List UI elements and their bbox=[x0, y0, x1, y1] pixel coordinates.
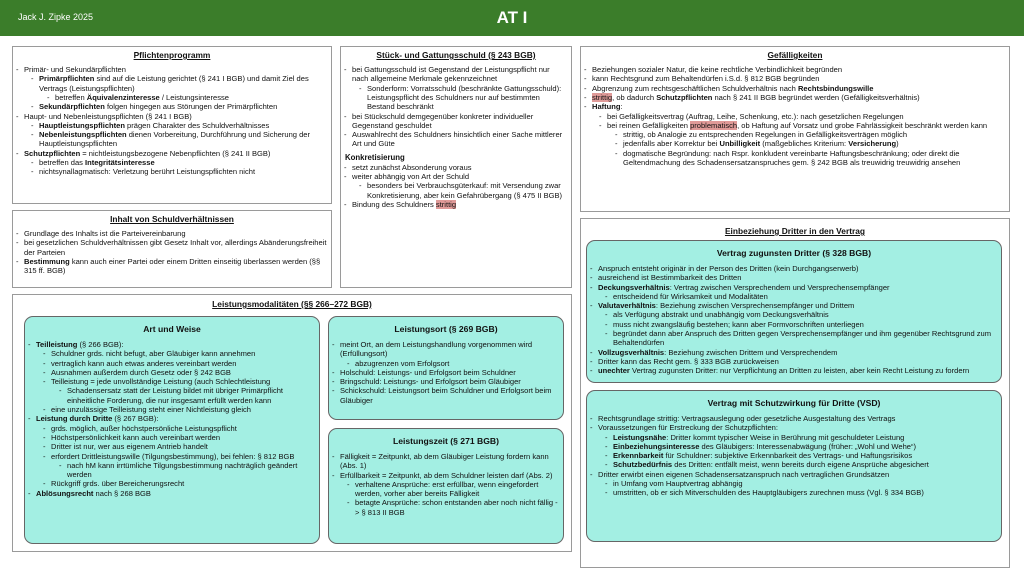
text-segment: bei Gattungsschuld ist Gegenstand der Leistungspflicht nur nach allgemeine Merkmale gekennzeichnet bbox=[352, 65, 550, 84]
bold-text: unechter bbox=[598, 366, 630, 376]
header-bar bbox=[0, 0, 1024, 36]
bold-text: Einbeziehungsinteresse bbox=[613, 441, 700, 451]
text-segment: begründet dann aber Anspruch des Dritten gegen Versprechensempfänger und ihm gegenüber Rechtsgrund zum Behaltendürfen bbox=[613, 329, 992, 348]
list-item bbox=[31, 158, 327, 167]
nested-list bbox=[598, 433, 997, 470]
section-inhalt bbox=[12, 210, 332, 288]
text-segment: : Beziehung zwischen Drittem und Versprechendem bbox=[664, 347, 838, 357]
text-segment: setzt zunächst Absonderung voraus bbox=[352, 162, 472, 172]
section-title: Leistungsmodalitäten (§§ 266–272 BGB) bbox=[212, 299, 372, 309]
nested-list bbox=[352, 181, 567, 200]
list-item bbox=[43, 452, 315, 480]
text-segment: : Vertrag zwischen Versprechendem und Versprechensempfänger bbox=[669, 282, 890, 292]
list-item bbox=[332, 368, 559, 377]
text-segment: eine unzulässige Teilleistung steht einer Nichtleistung gleich bbox=[51, 405, 251, 415]
bullet-list bbox=[587, 414, 1001, 498]
text-segment: des Dritten: entfällt meist, wenn bereits durch eigene Ansprüche abgesichert bbox=[672, 460, 929, 470]
page-title: AT I bbox=[496, 8, 528, 27]
nested-list bbox=[24, 158, 327, 177]
list-item bbox=[16, 238, 327, 257]
text-segment: des Gläubigers: Interessenabwägung (früher: „Wohl und Wehe“) bbox=[699, 441, 917, 451]
bold-text: Sekundärpflichten bbox=[39, 102, 105, 112]
list-item bbox=[599, 112, 1005, 121]
list-item bbox=[43, 442, 315, 451]
text-segment: / Leistungsinteresse bbox=[159, 92, 229, 102]
nested-list bbox=[24, 121, 327, 149]
text-segment: erfordert Drittleistungswille (Tilgungsbestimmung), bei fehlen: § 812 BGB bbox=[51, 451, 295, 461]
list-item bbox=[605, 310, 997, 319]
text-segment: Schadensersatz statt der Leistung bildet mit übriger Primärpflicht einheitliche Forderung, die nur insgesamt erfüllt werden kann bbox=[67, 386, 284, 405]
list-item bbox=[332, 471, 559, 517]
list-item bbox=[605, 292, 997, 301]
text-segment: dogmatische Begründung: nach Rspr. konkludent vereinbarte Haftungsbeschränkung; oder direkt die Geltendmachung des Schadensersatzanspruches gem. § 242 BGB als treuwidrig treuwidrig ansehen bbox=[623, 148, 961, 168]
text-segment: (maßgebliches Kriterium: bbox=[760, 139, 849, 149]
text-segment: bei gesetzlichen Schuldverhältnissen gibt Gesetz Inhalt vor, allerdings Abänderungsfreiheit der Parteien bbox=[24, 238, 327, 257]
list-item bbox=[43, 479, 315, 488]
text-segment: Höchstpersönlichkeit kann auch vereinbart werden bbox=[51, 432, 221, 442]
bold-text: Leistungsnähe bbox=[613, 432, 667, 442]
text-segment: besonders bei Verbrauchsgüterkauf: mit Versendung zwar Konkretisierung, aber kein Gefahrübergang (§ 475 II BGB) bbox=[367, 181, 563, 200]
text-segment: für Schuldner: subjektive Erkennbarkeit des Vertrags- und Haftungsrisikos bbox=[663, 451, 913, 461]
card-title: Art und Weise bbox=[143, 324, 201, 334]
list-item bbox=[16, 229, 327, 238]
bullet-list bbox=[329, 340, 563, 405]
list-item bbox=[47, 93, 327, 102]
text-segment: Vertrag zugunsten Dritter: nur Verpflichtung an Dritten zu leisten, aber kein Recht Leistung zu fordern bbox=[629, 366, 970, 376]
bullet-list bbox=[587, 264, 1001, 376]
text-segment: sind auf die Leistung gerichtet (§ 241 I BGB) und damit Ziel des Vertrags (Leistungspflichten) bbox=[39, 74, 309, 93]
list-item bbox=[615, 149, 1005, 168]
section-title: Inhalt von Schuldverhältnissen bbox=[110, 214, 234, 224]
list-item bbox=[28, 414, 315, 488]
bold-text: Unbilligkeit bbox=[719, 139, 761, 149]
list-item bbox=[584, 93, 1005, 102]
list-item bbox=[43, 368, 315, 377]
text-segment: Dritter ist nur, wer aus eigenem Antrieb handelt bbox=[51, 442, 208, 452]
list-item bbox=[43, 433, 315, 442]
bold-text: Rechtsbindungswille bbox=[797, 83, 874, 93]
card-vertrag-schutzwirkung bbox=[586, 390, 1002, 542]
text-segment: Grundlage des Inhalts ist die Parteivereinbarung bbox=[24, 229, 186, 239]
list-item bbox=[332, 377, 559, 386]
list-item bbox=[344, 200, 567, 209]
bold-text: Vollzugsverhältnis bbox=[598, 347, 665, 357]
bold-text: Schutzpflichten bbox=[656, 92, 713, 102]
list-item bbox=[605, 433, 997, 442]
text-segment: vertraglich kann auch etwas anderes vereinbart werden bbox=[51, 358, 237, 368]
list-item bbox=[31, 167, 327, 176]
text-segment: als Verfügung abstrakt und unabhängig vom Deckungsverhältnis bbox=[613, 310, 829, 320]
list-item bbox=[590, 301, 997, 347]
list-item bbox=[590, 348, 997, 357]
text-segment: weiter abhängig von Art der Schuld bbox=[352, 172, 470, 182]
text-segment: Teilleistung = jede unvollständige Leistung (auch Schlechtleistung bbox=[51, 377, 271, 387]
card-title: Vertrag zugunsten Dritter (§ 328 BGB) bbox=[716, 248, 872, 258]
bold-text: Äquivalenzinteresse bbox=[86, 92, 160, 102]
list-item bbox=[347, 480, 559, 499]
text-segment: folgen hingegen aus Störungen der Primärpflichten bbox=[104, 102, 278, 112]
bold-text: Valutaverhältnis bbox=[598, 301, 656, 311]
text-segment: Primär- und Sekundärpflichten bbox=[24, 65, 126, 75]
text-segment: prägen Charakter des Schuldverhältnisses bbox=[124, 120, 270, 130]
text-segment: : Beziehung zwischen Versprechensempfänger und Drittem bbox=[655, 301, 855, 311]
text-segment: Voraussetzungen für Erstreckung der Schutzpflichten: bbox=[598, 423, 778, 433]
bullet-list bbox=[13, 229, 331, 275]
text-segment: : Dritter kommt typischer Weise in Berührung mit geschuldeter Leistung bbox=[666, 432, 905, 442]
text-segment: : bbox=[620, 102, 623, 112]
list-item bbox=[16, 257, 327, 276]
nested-list bbox=[340, 480, 559, 517]
text-segment: Erfüllbarkeit = Zeitpunkt, ab dem Schuldner leisten darf (Abs. 2) bbox=[340, 470, 553, 480]
list-item bbox=[605, 442, 997, 451]
list-item bbox=[31, 74, 327, 102]
nested-list bbox=[340, 359, 559, 368]
list-item bbox=[599, 121, 1005, 167]
list-item bbox=[590, 414, 997, 423]
bullet-list bbox=[341, 163, 571, 209]
list-item bbox=[615, 130, 1005, 139]
nested-list bbox=[598, 479, 997, 498]
text-segment: strittig, ob Analogie zu entsprechenden Regelungen in Gefälligkeitsverträgen möglich bbox=[623, 130, 908, 140]
text-segment: Schuldner grds. nicht befugt, aber Gläubiger kann annehmen bbox=[51, 349, 256, 359]
bold-text: Integritätsinteresse bbox=[85, 158, 155, 168]
text-segment: umstritten, ob er sich Mitverschulden des Hauptgläubigers zurechnen muss (Vgl. § 334 BGB) bbox=[613, 488, 924, 498]
text-segment: Haupt- und Nebenleistungspflichten (§ 241 I BGB) bbox=[24, 111, 192, 121]
list-item bbox=[344, 112, 567, 131]
bold-text: Primärpflichten bbox=[39, 74, 95, 84]
list-item bbox=[332, 386, 559, 405]
bullet-list bbox=[341, 65, 571, 149]
text-segment: Dritter kann das Recht gem. § 333 BGB zurückweisen bbox=[598, 356, 779, 366]
card-leistungsort bbox=[328, 316, 564, 420]
list-item bbox=[584, 74, 1005, 83]
list-item bbox=[43, 424, 315, 433]
text-segment: muss nicht zwangsläufig bestehen; kann aber Formvorschriften unterliegen bbox=[613, 319, 864, 329]
list-item bbox=[584, 102, 1005, 167]
list-item bbox=[28, 340, 315, 414]
list-item bbox=[31, 130, 327, 149]
list-item bbox=[605, 488, 997, 497]
list-item bbox=[344, 130, 567, 149]
nested-list bbox=[607, 130, 1005, 167]
bold-text: Teilleistung bbox=[36, 340, 78, 349]
section-title: Stück- und Gattungsschuld (§ 243 BGB) bbox=[376, 50, 536, 60]
bold-text: Versicherung bbox=[848, 139, 897, 149]
text-segment: Schickschuld: Leistungsort beim Schuldner und Erfolgsort beim Gläubiger bbox=[340, 386, 552, 405]
list-item bbox=[605, 460, 997, 469]
section-title: Einbeziehung Dritter in den Vertrag bbox=[724, 226, 866, 236]
card-leistungszeit bbox=[328, 428, 564, 544]
text-segment: grds. möglich, außer höchstpersönliche Leistungspflicht bbox=[51, 423, 237, 433]
list-item bbox=[43, 359, 315, 368]
list-item bbox=[605, 329, 997, 348]
bold-text: Schutzpflichten bbox=[24, 148, 81, 158]
list-item bbox=[43, 349, 315, 358]
text-segment: dienen Vorbereitung, Durchführung und Sicherung der Hauptleistungspflichten bbox=[39, 130, 310, 149]
text-segment: (§ 267 BGB): bbox=[112, 414, 159, 424]
text-segment: bei Stückschuld demgegenüber konkreter individueller Gegenstand geschuldet bbox=[352, 111, 534, 130]
list-item bbox=[347, 498, 559, 517]
list-item bbox=[31, 102, 327, 111]
text-segment: betreffen das bbox=[39, 158, 86, 168]
list-item bbox=[16, 149, 327, 177]
list-item bbox=[16, 65, 327, 111]
bullet-list bbox=[329, 452, 563, 517]
list-item bbox=[332, 452, 559, 471]
list-item bbox=[344, 65, 567, 111]
text-segment: ) bbox=[896, 139, 899, 149]
list-item bbox=[31, 121, 327, 130]
bold-text: Deckungsverhältnis bbox=[598, 282, 670, 292]
section-title: Pflichtenprogramm bbox=[133, 50, 211, 60]
nested-list bbox=[598, 292, 997, 301]
card-title: Leistungsort (§ 269 BGB) bbox=[394, 324, 498, 334]
text-segment: in Umfang vom Hauptvertrag abhängig bbox=[613, 479, 743, 489]
list-item bbox=[605, 479, 997, 488]
list-item bbox=[359, 181, 567, 200]
list-item bbox=[590, 366, 997, 375]
bullet-list bbox=[13, 65, 331, 177]
list-item bbox=[590, 470, 997, 498]
nested-list bbox=[352, 84, 567, 112]
text-segment: = nichtleistungsbezogene Nebenpflichten (§ 241 II BGB) bbox=[80, 148, 271, 158]
text-segment: ausreichend ist Bestimmbarkeit des Dritten bbox=[598, 273, 742, 283]
bold-text: Schutzbedürfnis bbox=[613, 460, 673, 470]
bold-text: Erkennbarkeit bbox=[613, 451, 664, 461]
text-segment: Dritter erwirbt einen eigenen Schadensersatzanspruch nach vertraglichen Grundsätzen bbox=[598, 469, 890, 479]
list-item bbox=[584, 84, 1005, 93]
text-segment: Bringschuld: Leistungs- und Erfolgsort beim Gläubiger bbox=[340, 377, 521, 387]
text-segment: Fälligkeit = Zeitpunkt, ab dem Gläubiger Leistung fordern kann (Abs. 1) bbox=[340, 452, 549, 471]
card-vertrag-zugunsten-dritter bbox=[586, 240, 1002, 383]
text-segment: bei Gefälligkeitsvertrag (Auftrag, Leihe, Schenkung, etc.): nach gesetzlichen Regelungen bbox=[607, 111, 904, 121]
text-segment: Anspruch entsteht originär in der Person des Dritten (kein Durchgangserwerb) bbox=[598, 264, 859, 273]
text-segment: Ausnahmen außerdem durch Gesetz oder § 242 BGB bbox=[51, 367, 231, 377]
text-segment: Rückgriff grds. über Bereicherungsrecht bbox=[51, 479, 185, 489]
text-segment: (§ 266 BGB): bbox=[77, 340, 124, 349]
nested-list bbox=[36, 349, 315, 414]
text-segment: Sonderform: Vorratsschuld (beschränkte Gattungsschuld): Leistungspflicht des Schuldners nur auf bestimmten Bestand beschränkt bbox=[367, 83, 562, 112]
text-segment: nach hM kann irrtümliche Tilgungsbestimmung nachträglich geändert werden bbox=[67, 460, 298, 480]
list-item bbox=[590, 423, 997, 469]
nested-list bbox=[598, 310, 997, 347]
text-segment: abzugrenzen vom Erfolgsort bbox=[355, 358, 450, 368]
text-segment: verhaltene Ansprüche: erst erfüllbar, wenn eingefordert werden, vorher aber bereits Fälligkeit bbox=[355, 479, 539, 499]
text-segment: nach § 241 II BGB begründet werden (Gefälligkeitsverhältnis) bbox=[712, 92, 920, 102]
text-segment: kann Rechtsgrund zum Behaltendürfen i.S.d. § 812 BGB begründen bbox=[592, 74, 820, 84]
bullet-list bbox=[25, 340, 319, 498]
card-title: Vertrag mit Schutzwirkung für Dritte (VSD) bbox=[707, 398, 881, 408]
text-segment: nach § 268 BGB bbox=[93, 488, 151, 498]
text-segment: betreffen bbox=[55, 92, 87, 102]
list-item bbox=[605, 451, 997, 460]
text-segment: meint Ort, an dem Leistungshandlung vorgenommen wird (Erfüllungsort) bbox=[340, 340, 533, 359]
text-segment: bei reinen Gefälligkeiten bbox=[607, 120, 691, 130]
section-title: Gefälligkeiten bbox=[767, 50, 823, 60]
list-item bbox=[359, 84, 567, 112]
list-item bbox=[59, 461, 315, 480]
author-label: Jack J. Zipke 2025 bbox=[18, 12, 94, 22]
text-segment: Beziehungen sozialer Natur, die keine rechtliche Verbindlichkeit begründen bbox=[592, 65, 843, 75]
text-segment: , ob Haftung auf Vorsatz und grobe Fahrlässigkeit beschränkt werden kann bbox=[737, 120, 988, 130]
text-segment: Bindung des Schuldners bbox=[352, 199, 436, 209]
bold-text: Bestimmung bbox=[24, 256, 70, 266]
list-item bbox=[615, 139, 1005, 148]
list-item bbox=[16, 112, 327, 149]
section-stueck-gattungsschuld bbox=[340, 46, 572, 288]
bold-text: Leistung durch Dritte bbox=[36, 414, 113, 424]
nested-list bbox=[51, 461, 315, 480]
list-item bbox=[332, 340, 559, 368]
list-item bbox=[344, 172, 567, 200]
list-item bbox=[590, 264, 997, 273]
text-segment: Abgrenzung zum rechtsgeschäftlichen Schuldverhältnis nach bbox=[592, 83, 798, 93]
nested-list bbox=[24, 74, 327, 111]
nested-list bbox=[51, 386, 315, 405]
highlighted-text: strittig bbox=[592, 92, 613, 102]
list-item bbox=[584, 65, 1005, 74]
card-art-und-weise bbox=[24, 316, 320, 544]
nested-list bbox=[36, 424, 315, 489]
list-item bbox=[43, 405, 315, 414]
highlighted-text: problematisch bbox=[690, 120, 738, 130]
bold-text: Ablösungsrecht bbox=[36, 488, 94, 498]
list-item bbox=[590, 273, 997, 282]
section-pflichtenprogramm bbox=[12, 46, 332, 204]
list-item bbox=[28, 489, 315, 498]
bold-text: Haftung bbox=[592, 102, 621, 112]
list-item bbox=[59, 386, 315, 405]
list-item bbox=[590, 283, 997, 302]
text-segment: nichtsynallagmatisch: Verletzung berührt Leistungspflichten nicht bbox=[39, 167, 256, 177]
bold-text: Hauptleistungspflichten bbox=[39, 120, 125, 130]
list-item bbox=[344, 163, 567, 172]
text-segment: Auswahlrecht des Schuldners hinsichtlich einer Sache mittlerer Art und Güte bbox=[352, 130, 563, 149]
subheading-konkretisierung: Konkretisierung bbox=[345, 152, 405, 162]
list-item bbox=[590, 357, 997, 366]
text-segment: , ob dadurch bbox=[612, 92, 657, 102]
bold-text: Nebenleistungspflichten bbox=[39, 130, 127, 140]
card-title: Leistungszeit (§ 271 BGB) bbox=[392, 436, 499, 446]
text-segment: jedenfalls aber Korrektur bei bbox=[623, 139, 720, 149]
nested-list bbox=[39, 93, 327, 102]
bullet-list bbox=[581, 65, 1009, 167]
nested-list bbox=[592, 112, 1005, 168]
text-segment: kann auch einer Partei oder einem Dritten einseitig überlassen werden (§§ 315 ff. BGB) bbox=[24, 256, 321, 276]
list-item bbox=[347, 359, 559, 368]
highlighted-text: strittig bbox=[435, 199, 457, 209]
text-segment: entscheidend für Wirksamkeit und Modalitäten bbox=[613, 291, 768, 301]
section-gefaelligkeiten bbox=[580, 46, 1010, 212]
text-segment: Rechtsgrundlage strittig: Vertragsauslegung oder gesetzliche Ausgestaltung des Vertrags bbox=[598, 414, 896, 423]
list-item bbox=[43, 377, 315, 405]
list-item bbox=[605, 320, 997, 329]
text-segment: betagte Ansprüche: schon entstanden aber noch nicht fällig -> § 813 II BGB bbox=[355, 498, 558, 517]
text-segment: Holschuld: Leistungs- und Erfolgsort beim Schuldner bbox=[340, 367, 516, 377]
